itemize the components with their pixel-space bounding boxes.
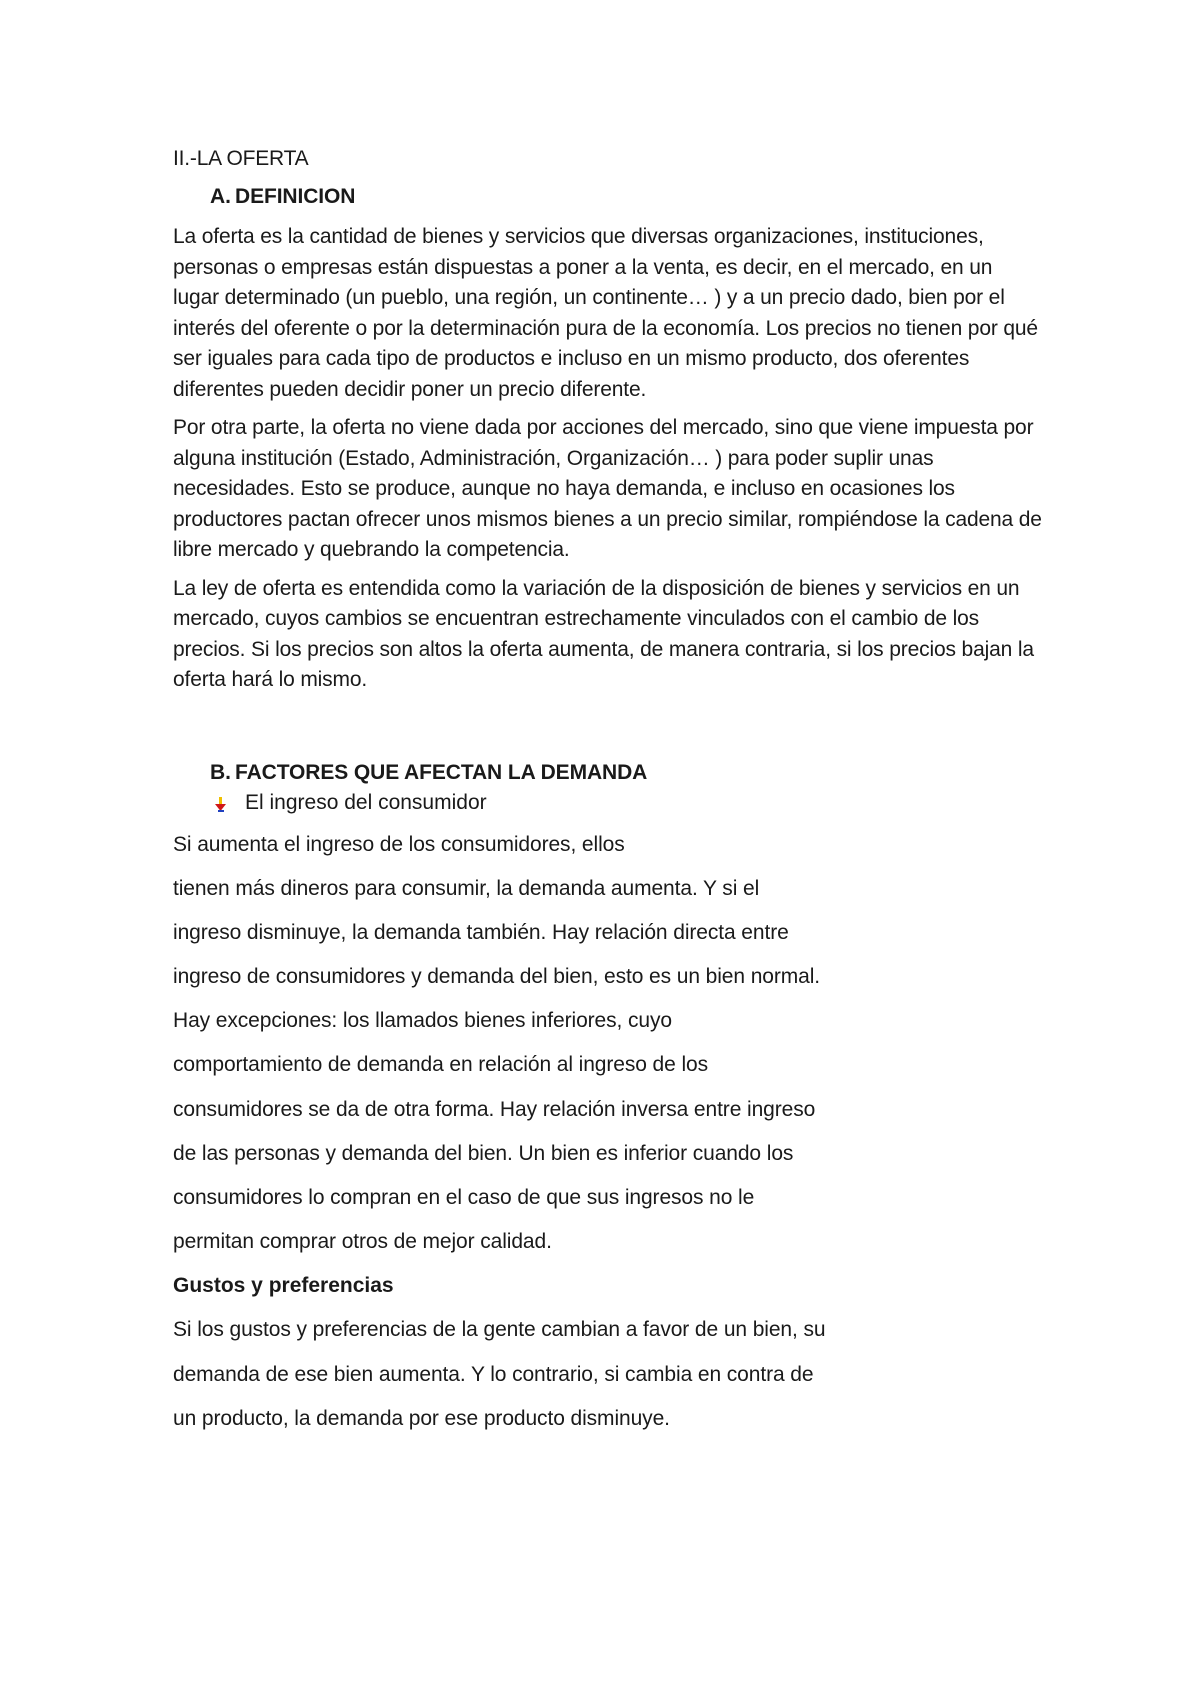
- text-line: tienen más dineros para consumir, la demanda aumenta. Y si el: [173, 876, 760, 900]
- text-line: Hay excepciones: los llamados bienes inferiores, cuyo: [173, 1009, 672, 1033]
- text-line: de las personas y demanda del bien. Un bien es inferior cuando los: [173, 1141, 794, 1165]
- text-line: ingreso de consumidores y demanda del bien, esto es un bien normal.: [173, 965, 821, 989]
- bullet-item: [173, 788, 1043, 818]
- preferences-subheading: Gustos y preferencias: [173, 1274, 394, 1298]
- definition-paragraph: Por otra parte, la oferta no viene dada por acciones del mercado, sino que viene impuesta por alguna institución (Estado, Administración, Organización… ) para poder suplir unas necesidades. Esto se produce, aunque no haya demanda, e incluso en ocasiones los productores pactan ofrecer unos mismos bienes a un precio similar, rompiéndose la cadena de libre mercado y quebrando la competencia.: [173, 416, 1042, 561]
- section-b-letter: B.: [210, 760, 231, 784]
- text-line: consumidores se da de otra forma. Hay relación inversa entre ingreso: [173, 1097, 816, 1121]
- text-line: Si aumenta el ingreso de los consumidores, ellos: [173, 832, 625, 856]
- text-line: demanda de ese bien aumenta. Y lo contrario, si cambia en contra de: [173, 1362, 814, 1386]
- text-line: permitan comprar otros de mejor calidad.: [173, 1230, 552, 1254]
- text-line: comportamiento de demanda en relación al ingreso de los: [173, 1053, 708, 1077]
- down-arrow-bullet-icon: [213, 793, 228, 811]
- section-b-heading-text: FACTORES QUE AFECTAN LA DEMANDA: [235, 760, 648, 784]
- section-a-heading: [173, 182, 1043, 212]
- definition-paragraph: La ley de oferta es entendida como la variación de la disposición de bienes y servicios en un mercado, cuyos cambios se encuentran estrechamente vinculados con el cambio de los precios. Si los precios son altos la oferta aumenta, de manera contraria, si los precios bajan la oferta hará lo mismo.: [173, 576, 1034, 691]
- text-line: consumidores lo compran en el caso de que sus ingresos no le: [173, 1186, 755, 1209]
- text-line: Si los gustos y preferencias de la gente cambian a favor de un bien, su: [173, 1318, 826, 1342]
- document-title: II.-LA OFERTA: [173, 147, 309, 170]
- section-b-heading: [173, 758, 1043, 788]
- bullet-item-text: El ingreso del consumidor: [245, 790, 487, 814]
- preferences-text: [173, 1315, 1043, 1433]
- section-a-heading-text: DEFINICION: [235, 185, 356, 208]
- text-line: ingreso disminuye, la demanda también. Hay relación directa entre: [173, 920, 789, 944]
- document-content: [173, 144, 1043, 1448]
- income-text: [173, 830, 1043, 1258]
- definition-paragraph: La oferta es la cantidad de bienes y servicios que diversas organizaciones, instituciones, personas o empresas están dispuestas a poner a la venta, es decir, en el mercado, en un lugar determinado (un pueblo, una región, un continente… ) y a un precio dado, bien por el interés del oferente o por la determinación pura de la economía. Los precios no tienen por qué ser iguales para cada tipo de productos e incluso en un mismo producto, dos oferentes diferentes pueden decidir poner un precio diferente.: [173, 225, 1038, 401]
- text-line: un producto, la demanda por ese producto disminuye.: [173, 1406, 670, 1430]
- section-a-letter: A.: [210, 185, 231, 208]
- section-spacer: [173, 704, 1043, 758]
